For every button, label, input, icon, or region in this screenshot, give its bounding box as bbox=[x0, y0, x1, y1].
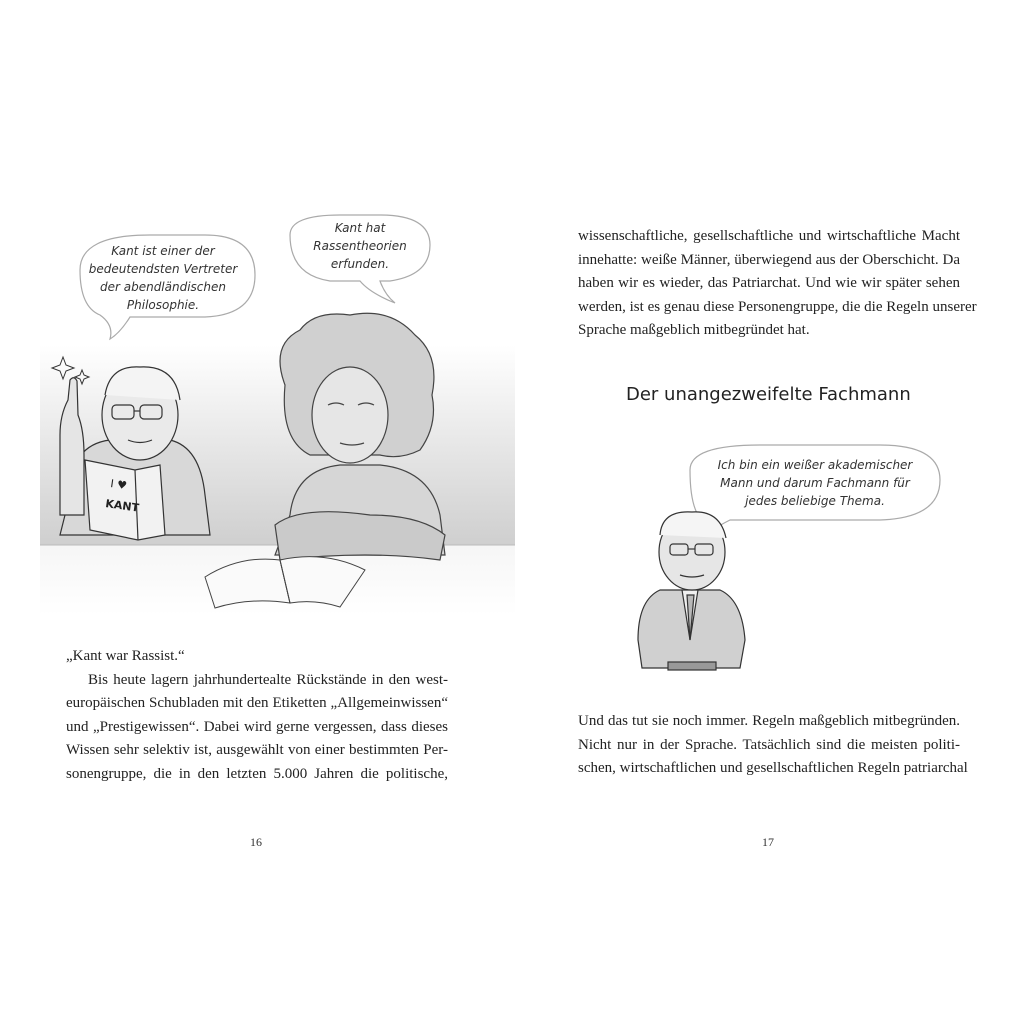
bubble-right-line: erfunden. bbox=[330, 257, 390, 271]
paragraph-line: haben wir es wieder, das Patriarchat. Und wie wir später sehen bbox=[578, 275, 960, 291]
bubble-professor-line: jedes beliebige Thema. bbox=[745, 494, 885, 508]
page-number-left: 16 bbox=[250, 835, 262, 849]
woman-figure bbox=[275, 313, 445, 560]
bubble-left-line: Kant ist einer der bbox=[111, 244, 215, 258]
book-label-line2: KANT bbox=[104, 497, 140, 515]
page-number-right: 17 bbox=[762, 835, 774, 849]
paragraph-line: Wissen sehr selektiv ist, ausgewählt von einer bestimmten Per- bbox=[66, 742, 448, 758]
paragraph-line: innehatte: weiße Männer, überwiegend aus der Oberschicht. Da bbox=[578, 251, 960, 268]
bubble-professor-line: Mann und darum Fachmann für bbox=[720, 476, 910, 490]
paragraph-line: Bis heute lagern jahrhundertealte Rückstände in den west- bbox=[88, 671, 448, 688]
paragraph-line: Und das tut sie noch immer. Regeln maßgeblich mitbegründen. bbox=[578, 713, 960, 729]
speech-bubble-left-text bbox=[88, 238, 238, 318]
paragraph-line: schen, wirtschaftlichen und gesellschaftlichen Regeln patriarchal bbox=[578, 760, 968, 776]
professor-figure bbox=[638, 512, 745, 670]
paragraph-line: werden, ist es genau diese Personengruppe, die die Regeln unserer bbox=[578, 298, 977, 315]
book-label-line1: I ♥ bbox=[109, 477, 128, 493]
paragraph-line: sonengruppe, die in den letzten 5.000 Jahren die politische, bbox=[66, 765, 448, 782]
bubble-professor-line: Ich bin ein weißer akademischer bbox=[717, 458, 913, 472]
bubble-left-line: Philosophie. bbox=[126, 298, 200, 312]
speech-bubble-professor-text bbox=[700, 448, 930, 518]
speech-bubble-right-text bbox=[300, 216, 420, 276]
paragraph-line: Sprache maßgeblich mitbegründet hat. bbox=[578, 322, 810, 338]
bubble-right-line: Rassentheorien bbox=[313, 239, 407, 253]
bubble-right-line: Kant hat bbox=[334, 221, 386, 235]
paragraph-line: Nicht nur in der Sprache. Tatsächlich sind die meisten politi- bbox=[578, 736, 960, 753]
paragraph-line: europäischen Schubladen mit den Etiketten „Allgemeinwissen“ bbox=[66, 695, 448, 711]
right-page-bottom-text bbox=[578, 710, 968, 781]
left-page-text bbox=[66, 645, 448, 786]
paragraph-line: wissenschaftliche, gesellschaftliche und wirtschaftliche Macht bbox=[578, 228, 960, 244]
quote-line: „Kant war Rassist.“ bbox=[66, 648, 185, 664]
bubble-left-line: der abendländischen bbox=[99, 280, 226, 294]
paragraph-line: und „Prestigewissen“. Dabei wird gerne vergessen, dass dieses bbox=[66, 718, 448, 735]
bubble-left-line: bedeutendsten Vertreter bbox=[88, 262, 238, 276]
section-heading: Der unangezweifelte Fachmann bbox=[626, 384, 911, 405]
right-page-top-text bbox=[578, 225, 977, 343]
